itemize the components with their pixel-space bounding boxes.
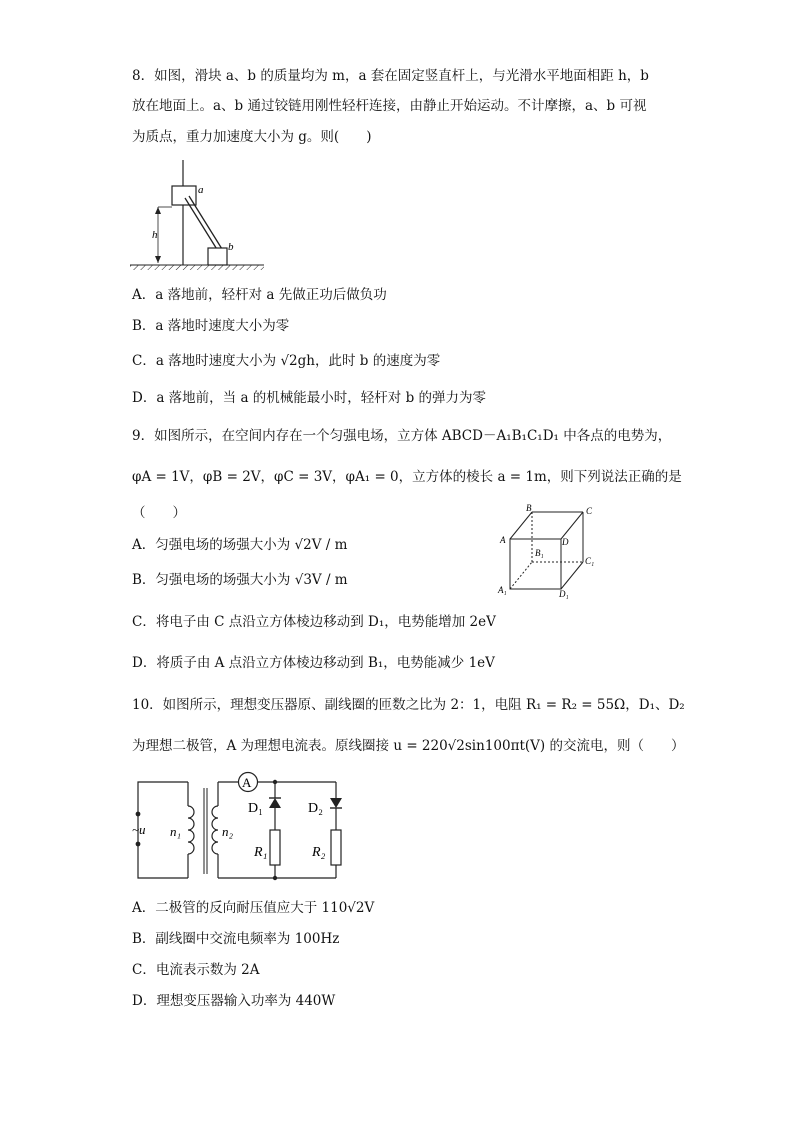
q9-option-b: B．匀强电场的场强大小为 √3V / m [132, 572, 348, 588]
q10-R2-label: R₂ [312, 845, 326, 860]
q8-stem-line-2: 放在地面上。a、b 通过铰链用刚性轻杆连接，由静止开始运动。不计摩擦，a、b 可视 [132, 98, 647, 114]
q10-source-label: ~u [132, 822, 146, 837]
q9-label-B: B [526, 503, 532, 513]
q9-label-C1: C₁ [585, 556, 595, 566]
q9-option-d: D．将质子由 A 点沿立方体棱边移动到 B₁，电势能减少 1eV [132, 655, 495, 671]
q10-option-a: A．二极管的反向耐压值应大于 110√2V [132, 900, 375, 916]
q8-label-h: h [152, 229, 158, 241]
q10-R1-label: R₁ [254, 845, 268, 860]
q8-option-b: B．a 落地时速度大小为零 [132, 318, 290, 334]
q9-label-D: D [562, 537, 569, 547]
q9-option-a: A．匀强电场的场强大小为 √2V / m [132, 537, 348, 553]
q9-stem-line-2: φA = 1V，φB = 2V，φC = 3V，φA₁ = 0，立方体的棱长 a = 1m，则下列说法正确的是 [132, 469, 682, 485]
q9-cube-figure [495, 500, 605, 600]
q8-label-a: a [198, 184, 204, 196]
q10-option-c: C．电流表示数为 2A [132, 962, 260, 978]
q10-option-d: D．理想变压器输入功率为 440W [132, 993, 336, 1009]
q9-label-A: A [500, 535, 506, 545]
q8-option-c: C．a 落地时速度大小为 √2gh，此时 b 的速度为零 [132, 353, 441, 369]
q8-label-b: b [228, 241, 234, 253]
q10-D2-label: D₂ [308, 801, 323, 816]
q10-stem-line-1: 10．如图所示，理想变压器原、副线圈的匝数之比为 2：1，电阻 R₁ = R₂ = 55Ω，D₁、D₂ [132, 697, 685, 713]
q9-label-C: C [586, 506, 593, 516]
q8-option-a: A．a 落地前，轻杆对 a 先做正功后做负功 [132, 287, 387, 303]
q10-option-b: B．副线圈中交流电频率为 100Hz [132, 931, 340, 947]
q8-stem-line-1: 8．如图，滑块 a、b 的质量均为 m，a 套在固定竖直杆上，与光滑水平地面相距 h，b [132, 68, 649, 84]
q10-D1-label: D₁ [248, 801, 263, 816]
q9-label-A1: A₁ [498, 585, 507, 595]
q8-option-d: D．a 落地前，当 a 的机械能最小时，轻杆对 b 的弹力为零 [132, 390, 487, 406]
q9-stem-line-1: 9．如图所示，在空间内存在一个匀强电场，立方体 ABCD－A₁B₁C₁D₁ 中各点的电势为， [132, 428, 672, 444]
q9-stem-line-3: （ ） [132, 505, 186, 521]
q10-transformer-circuit [128, 770, 358, 888]
q10-n2-label: n₂ [222, 824, 234, 839]
q10-n1-label: n₁ [170, 824, 182, 839]
q9-option-c: C．将电子由 C 点沿立方体棱边移动到 D₁，电势能增加 2eV [132, 614, 496, 630]
q8-rod-slider-figure [128, 155, 273, 275]
q9-label-B1: B₁ [535, 548, 544, 558]
q10-ammeter-label: A [242, 775, 252, 790]
q9-label-D1: D₁ [559, 589, 569, 599]
q10-stem-line-2: 为理想二极管，A 为理想电流表。原线圈接 u = 220√2sin100πt(V) 的交流电，则（ ） [132, 738, 685, 754]
q8-stem-line-3: 为质点，重力加速度大小为 g。则( ) [132, 129, 372, 145]
